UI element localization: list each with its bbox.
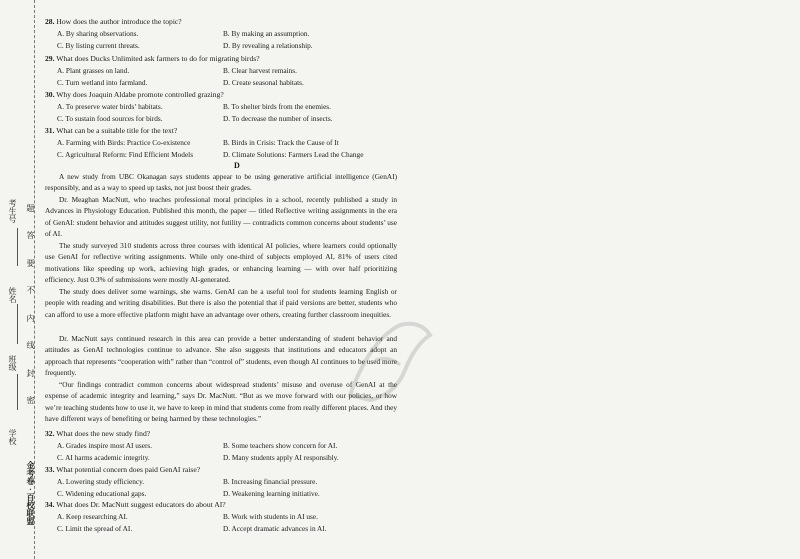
option[interactable]: B. Clear harvest remains. xyxy=(223,66,297,75)
binding-margin xyxy=(0,0,44,559)
name-field[interactable] xyxy=(17,304,18,344)
option[interactable]: A. Keep researching AI. xyxy=(57,512,128,521)
option[interactable]: D. Create seasonal habitats. xyxy=(223,78,304,87)
section-label: D xyxy=(234,161,240,170)
class-label: 班级 xyxy=(8,355,17,372)
option[interactable]: D. To decrease the number of insects. xyxy=(223,114,333,123)
seal-word: 内 xyxy=(26,314,35,323)
paragraph-6: “Our findings contradict common concerns about widespread students’ misuse and overuse of GenAI at the expense of academic integrity and learning,” says Dr. MacNutt. “But as we move forward with our policies, or how we’re teaching students how to use it, we have to keep in mind that students come from really different places. And they have different ways of benefiting or being harmed by these technologies.” xyxy=(45,380,397,424)
seal-word: 要 xyxy=(26,259,35,268)
option[interactable]: C. AI harms academic integrity. xyxy=(57,453,150,462)
watermark-stamp-icon xyxy=(330,300,450,420)
seal-word: 密 xyxy=(26,396,35,405)
option[interactable]: A. By sharing observations. xyxy=(57,29,139,38)
option[interactable]: D. Accept dramatic advances in AI. xyxy=(223,524,327,533)
option[interactable]: D. By revealing a relationship. xyxy=(223,41,313,50)
paragraph-3: The study surveyed 310 students across three courses with identical AI policies, where learners could optionally use GenAI for reflective writing assignments. While only one-third of subjects employed AI, 81% of users cited motivations like speeding up work, achieving high grades, or enhancing learning — with over half prioritizing efficiency. Just 0.3% of submissions were mostly AI-generated. xyxy=(45,241,397,285)
option[interactable]: B. By making an assumption. xyxy=(223,29,310,38)
seal-word: 不 xyxy=(26,286,35,295)
seal-word: 封 xyxy=(26,369,35,378)
option[interactable]: C. Turn wetland into farmland. xyxy=(57,78,148,87)
option[interactable]: C. Limit the spread of AI. xyxy=(57,524,133,533)
option[interactable]: A. Farming with Birds: Practice Co-existence xyxy=(57,138,191,147)
seal-word: 线 xyxy=(26,341,35,350)
option[interactable]: D. Climate Solutions: Farmers Lead the Change xyxy=(223,150,364,159)
paragraph-1: A new study from UBC Okanagan says students appear to be using generative artificial intelligence (GenAI) responsibly, and as a way to speed up tasks, not just boost their grades. xyxy=(45,172,397,193)
option[interactable]: A. Plant grasses on land. xyxy=(57,66,130,75)
paragraph-2: Dr. Meaghan MacNutt, who teaches professional moral principles in a school, recently published a study in Advances in Physiology Education. Published this month, the paper — titled Reflective writing assignments in the era of GenAI: student behavior and attitudes suggest utility, not futility — contradicts common concerns about students’ use of AI. xyxy=(45,195,397,239)
school-label: 学校 xyxy=(8,429,17,446)
seal-word: 答 xyxy=(26,231,35,240)
question-32: 32. What does the new study find? xyxy=(45,429,151,438)
question-34: 34. What does Dr. MacNutt suggest educators do about AI? xyxy=(45,500,226,509)
option[interactable]: A. Lowering study efficiency. xyxy=(57,477,145,486)
option[interactable]: D. Weakening learning initiative. xyxy=(223,489,320,498)
question-29: 29. What does Ducks Unlimited ask farmers to do for migrating birds? xyxy=(45,54,260,63)
question-33: 33. What potential concern does paid GenAI raise? xyxy=(45,465,201,474)
option[interactable]: C. Agricultural Reform: Find Efficient Models xyxy=(57,150,194,159)
option[interactable]: A. Grades inspire most AI users. xyxy=(57,441,153,450)
paragraph-4: The study does deliver some warnings, she warns. GenAI can be a useful tool for students learning English or people with reading and writing disabilities. But there is also the potential that if paid versions are better, students who can afford to use a more effective platform might have an advantage over others, creating further classroom inequities. xyxy=(45,287,397,319)
class-field[interactable] xyxy=(17,374,18,410)
option[interactable]: B. Some teachers show concern for AI. xyxy=(223,441,338,450)
question-31: 31. What can be a suitable title for the text? xyxy=(45,126,178,135)
option[interactable]: A. To preserve water birds’ habitats. xyxy=(57,102,163,111)
option[interactable]: B. To shelter birds from the enemies. xyxy=(223,102,331,111)
option[interactable]: C. To sustain food sources for birds. xyxy=(57,114,163,123)
candidate-number-field[interactable] xyxy=(17,228,18,266)
option[interactable]: D. Many students apply AI responsibly. xyxy=(223,453,339,462)
name-label: 姓名 xyxy=(8,287,17,304)
question-28: 28. How does the author introduce the topic? xyxy=(45,17,182,26)
option[interactable]: B. Increasing financial pressure. xyxy=(223,477,318,486)
top-label: 考生号 xyxy=(8,199,17,224)
question-30: 30. Why does Joaquin Aldabe promote controlled grazing? xyxy=(45,90,224,99)
paragraph-5: Dr. MacNutt says continued research in this area can provide a better understanding of student behavior and attitudes as GenAI technologies continue to advance. She also suggests that institutions and educators adopt an approach that represents “cooperation with” rather than “control of” students, even though AI continues to be used more frequently. xyxy=(45,334,397,378)
option[interactable]: C. By listing current threats. xyxy=(57,41,140,50)
option[interactable]: B. Birds in Crisis: Track the Cause of It xyxy=(223,138,339,147)
seal-word: 题 xyxy=(26,204,35,213)
option[interactable]: B. Work with students in AI use. xyxy=(223,512,318,521)
option[interactable]: C. Widening educational gaps. xyxy=(57,489,147,498)
series-label: 金考卷·百校联盟 xyxy=(26,461,35,526)
